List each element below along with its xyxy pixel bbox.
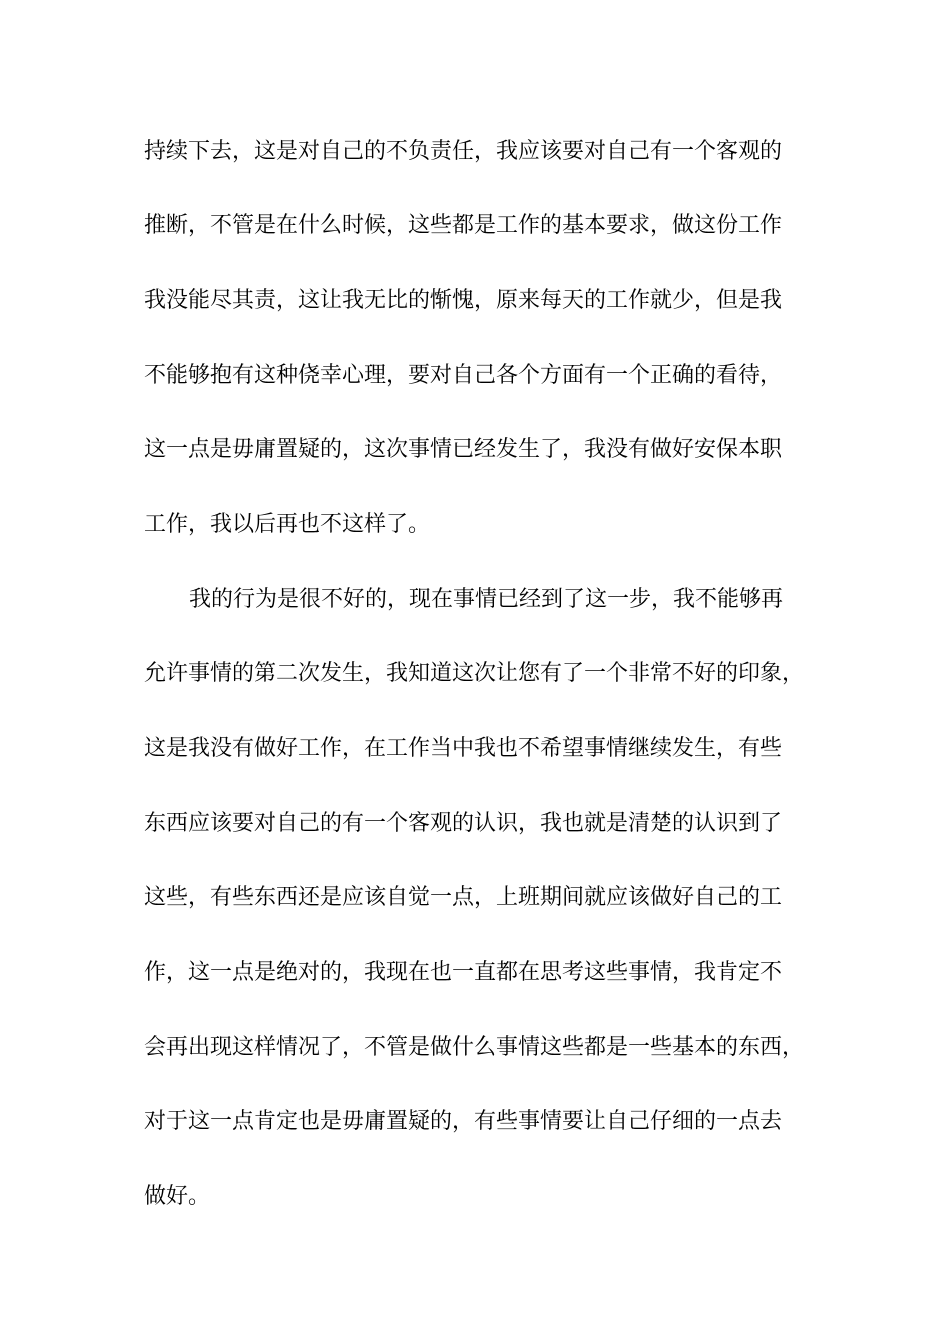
paragraph-1-line-3: 我没能尽其责，这让我无比的惭愧，原来每天的工作就少，但是我 <box>144 288 783 313</box>
paragraph-1-line-5: 这一点是毋庸置疑的，这次事情已经发生了，我没有做好安保本职 <box>144 437 783 462</box>
paragraph-2-line-5: 这些，有些东西还是应该自觉一点，上班期间就应该做好自己的工 <box>144 885 783 910</box>
paragraph-2-line-8: 对于这一点肯定也是毋庸置疑的，有些事情要让自己仔细的一点去 <box>144 1109 783 1134</box>
paragraph-2-line-2: 允许事情的第二次发生，我知道这次让您有了一个非常不好的印象， <box>144 661 805 686</box>
paragraph-1-line-6: 工作，我以后再也不这样了。 <box>144 512 431 537</box>
paragraph-1-line-4: 不能够抱有这种侥幸心理，要对自己各个方面有一个正确的看待， <box>144 363 783 388</box>
paragraph-1-line-2: 推断，不管是在什么时候，这些都是工作的基本要求，做这份工作 <box>144 213 783 238</box>
paragraph-2-line-4: 东西应该要对自己的有一个客观的认识，我也就是清楚的认识到了 <box>144 811 783 836</box>
paragraph-2-line-6: 作，这一点是绝对的，我现在也一直都在思考这些事情，我肯定不 <box>144 960 783 985</box>
paragraph-2-line-9: 做好。 <box>144 1184 211 1209</box>
paragraph-2-line-1: 我的行为是很不好的，现在事情已经到了这一步，我不能够再 <box>189 587 784 612</box>
paragraph-2-line-7: 会再出现这样情况了，不管是做什么事情这些都是一些基本的东西， <box>144 1035 805 1060</box>
paragraph-2-line-3: 这是我没有做好工作，在工作当中我也不希望事情继续发生，有些 <box>144 736 783 761</box>
paragraph-1-line-1: 持续下去，这是对自己的不负责任，我应该要对自己有一个客观的 <box>144 139 783 164</box>
